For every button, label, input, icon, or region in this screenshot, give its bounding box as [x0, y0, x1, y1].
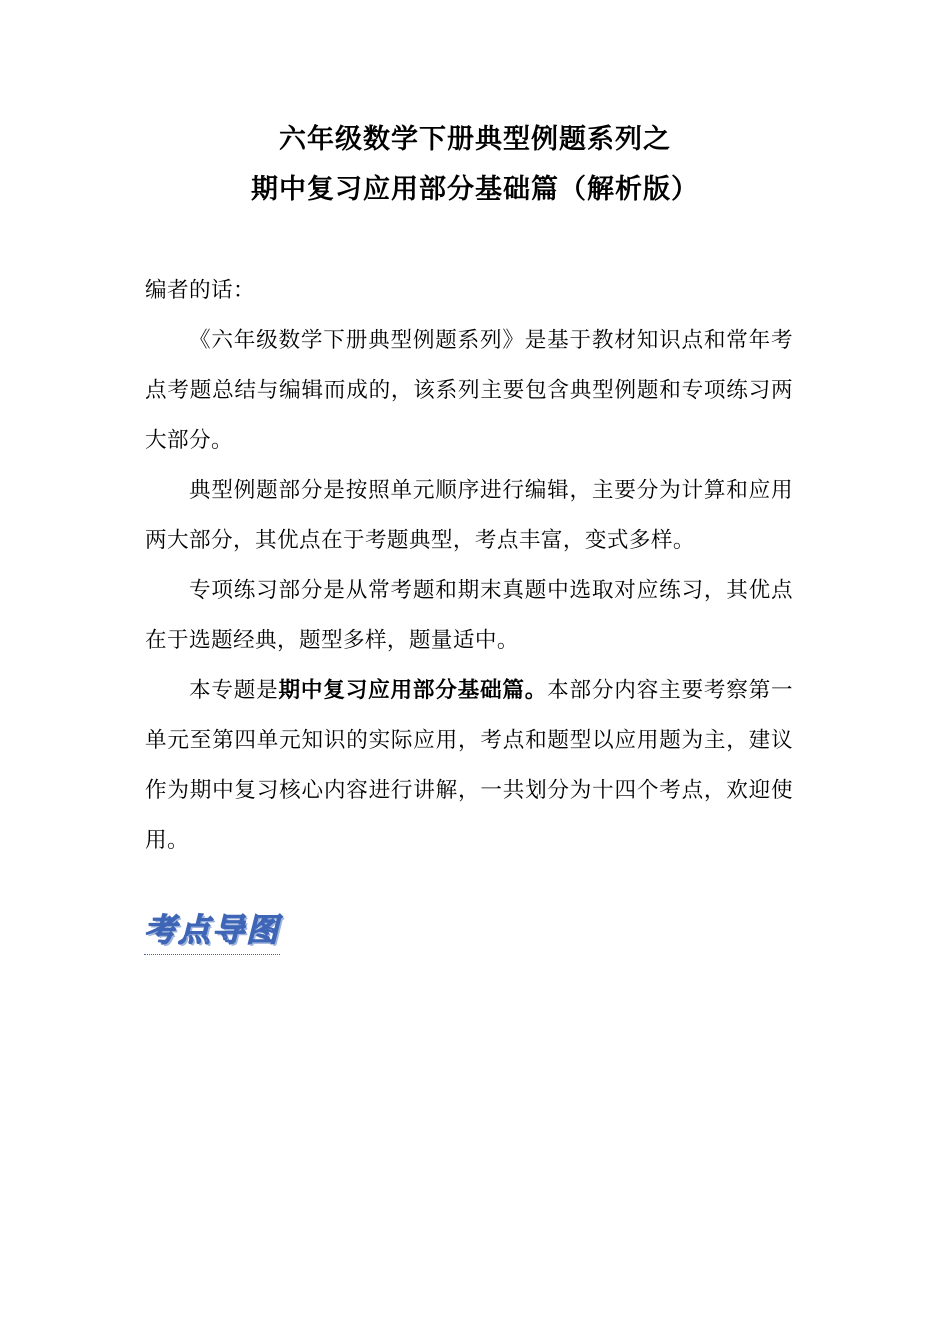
paragraph-topic-description: [145, 666, 793, 866]
intro-label: 编者的话：: [145, 278, 255, 303]
paragraph-special-practice: 专项练习部分是从常考题和期末真题中选取对应练习，其优点在于选题经典，题型多样，题量适中。: [145, 578, 793, 653]
paragraph-typical-examples: 典型例题部分是按照单元顺序进行编辑，主要分为计算和应用两大部分，其优点在于考题典型，考点丰富，变式多样。: [145, 478, 793, 553]
document-title-line2: 期中复习应用部分基础篇（解析版）: [251, 174, 699, 205]
document-title-line1: 六年级数学下册典型例题系列之: [279, 124, 671, 155]
paragraph-topic-bold: 期中复习应用部分基础篇。: [278, 678, 548, 703]
paragraph-topic-prefix: 本专题是: [189, 678, 279, 703]
section-heading-mindmap: 考点导图: [144, 908, 280, 955]
paragraph-topic-rest: 本部分内容主要考察第一单元至第四单元知识的实际应用，考点和题型以应用题为主，建议作为期中复习核心内容进行讲解，一共划分为十四个考点，欢迎使用。: [145, 678, 793, 853]
paragraph-series-intro: 《六年级数学下册典型例题系列》是基于教材知识点和常年考点考题总结与编辑而成的，该系列主要包含典型例题和专项练习两大部分。: [145, 328, 793, 453]
